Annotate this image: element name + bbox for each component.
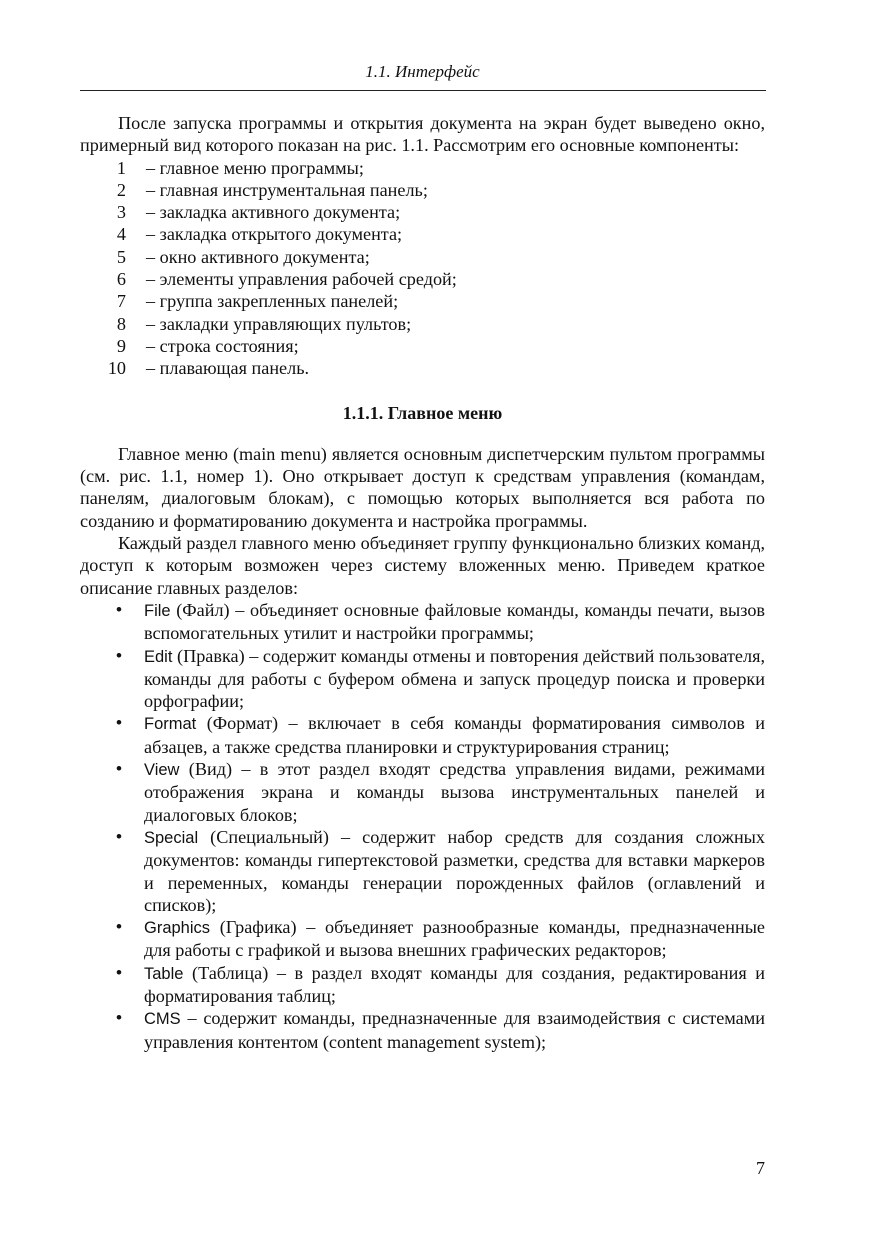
menu-keyword: Graphics — [144, 919, 211, 938]
bullet-icon: • — [116, 826, 122, 846]
menu-keyword: Edit — [144, 647, 173, 666]
bullet-icon: • — [116, 645, 122, 665]
list-item — [80, 201, 765, 223]
list-item — [80, 179, 765, 201]
list-item — [80, 157, 765, 179]
running-header: 1.1. Интерфейс — [365, 62, 480, 81]
item-number: 4 — [116, 224, 126, 245]
item-text: – закладка открытого документа; — [146, 224, 403, 245]
list-item — [80, 246, 765, 268]
menu-keyword: Format — [144, 715, 197, 734]
bullet-icon: • — [116, 1008, 122, 1028]
item-number: 3 — [116, 202, 126, 223]
item-number: 8 — [116, 313, 126, 334]
item-text: – окно активного документа; — [146, 246, 370, 267]
item-number: 7 — [116, 291, 126, 312]
bullet-icon: • — [116, 713, 122, 733]
intro-paragraph: После запуска программы и открытия документа на экран будет выведено окно, примерный вид которого показан на рис. 1.1. Рассмотрим его основные компоненты: — [80, 113, 765, 156]
list-item — [80, 223, 765, 245]
item-text: (Специальный) – содержит набор средств для создания сложных документов: команды гипертекстовой разметки, средства для вставки маркеров и переменных, команды генерации порожденных файлов (оглавлений и списков); — [144, 826, 765, 915]
item-number: 10 — [107, 358, 126, 379]
list-item — [80, 758, 765, 826]
menu-keyword: Special — [144, 828, 199, 847]
bullet-icon: • — [116, 962, 122, 982]
list-item — [80, 962, 765, 1008]
item-text: – закладка активного документа; — [146, 202, 401, 223]
item-number: 5 — [116, 246, 126, 267]
list-item — [80, 313, 765, 335]
item-text: (Вид) – в этот раздел входят средства управления видами, режимами отображения экрана и команды вызова инструментальных панелей и диалоговых блоков; — [144, 759, 765, 825]
bullet-icon: • — [116, 917, 122, 937]
item-text: – главное меню программы; — [146, 157, 364, 178]
list-item — [80, 645, 765, 713]
section-paragraph: Главное меню (main menu) является основным диспетчерским пультом программы (см. рис. 1.1, номер 1). Оно открывает доступ к средствам управления (командам, панелям, диалоговым блокам), с помощью которых выполняется вся работа по созданию и форматированию документа и настройка программы. — [80, 443, 765, 531]
item-text: (Таблица) – в раздел входят команды для создания, редактирования и форматирования таблиц; — [144, 962, 765, 1006]
item-number: 2 — [116, 179, 126, 200]
page-number: 7 — [756, 1158, 765, 1178]
list-item — [80, 357, 765, 379]
item-text: – строка состояния; — [146, 335, 299, 356]
item-text: (Файл) – объединяет основные файловые команды, команды печати, вызов вспомогательных утилит и настройки программы; — [144, 599, 765, 644]
item-number: 6 — [116, 269, 126, 290]
section-heading: 1.1.1. Главное меню — [342, 402, 503, 423]
item-text: (Графика) – объединяет разнообразные команды, предназначенные для работы с графикой и вызова внешних графических редакторов; — [144, 917, 765, 961]
list-item — [80, 826, 765, 916]
bullet-icon: • — [116, 759, 122, 779]
item-text: – главная инструментальная панель; — [146, 179, 428, 200]
item-text: (Формат) – включает в себя команды форматирования символов и абзацев, а также средства планировки и структурирования страниц; — [144, 713, 765, 757]
list-item — [80, 335, 765, 357]
menu-keyword: Table — [144, 964, 184, 983]
item-text: (Правка) – содержит команды отмены и повторения действий пользователя, команды для работы с буфером обмена и запуск процедур поиска и проверки орфографии; — [144, 645, 765, 712]
item-text: – закладки управляющих пультов; — [146, 313, 412, 334]
item-number: 1 — [116, 157, 126, 178]
section-paragraph: Каждый раздел главного меню объединяет группу функционально близких команд, доступ к которым возможен через систему вложенных меню. Приведем краткое описание главных разделов: — [80, 533, 765, 598]
list-item — [80, 712, 765, 758]
item-text: – плавающая панель. — [146, 358, 310, 379]
menu-keyword: View — [144, 761, 180, 780]
item-number: 9 — [116, 335, 126, 356]
page-body — [80, 112, 765, 1053]
item-text: – группа закрепленных панелей; — [146, 291, 399, 312]
list-item — [80, 1007, 765, 1053]
item-text: – элементы управления рабочей средой; — [146, 269, 457, 290]
list-item — [80, 916, 765, 962]
list-item — [80, 290, 765, 312]
menu-sections-list — [80, 599, 765, 1053]
bullet-icon: • — [116, 599, 122, 619]
list-item — [80, 268, 765, 290]
list-item — [80, 599, 765, 645]
components-list — [80, 157, 765, 380]
menu-keyword: CMS — [144, 1010, 181, 1029]
item-text: – содержит команды, предназначенные для взаимодействия с системами управления контентом (content management system); — [144, 1008, 765, 1052]
header-rule — [80, 90, 766, 91]
menu-keyword: File — [144, 601, 171, 620]
